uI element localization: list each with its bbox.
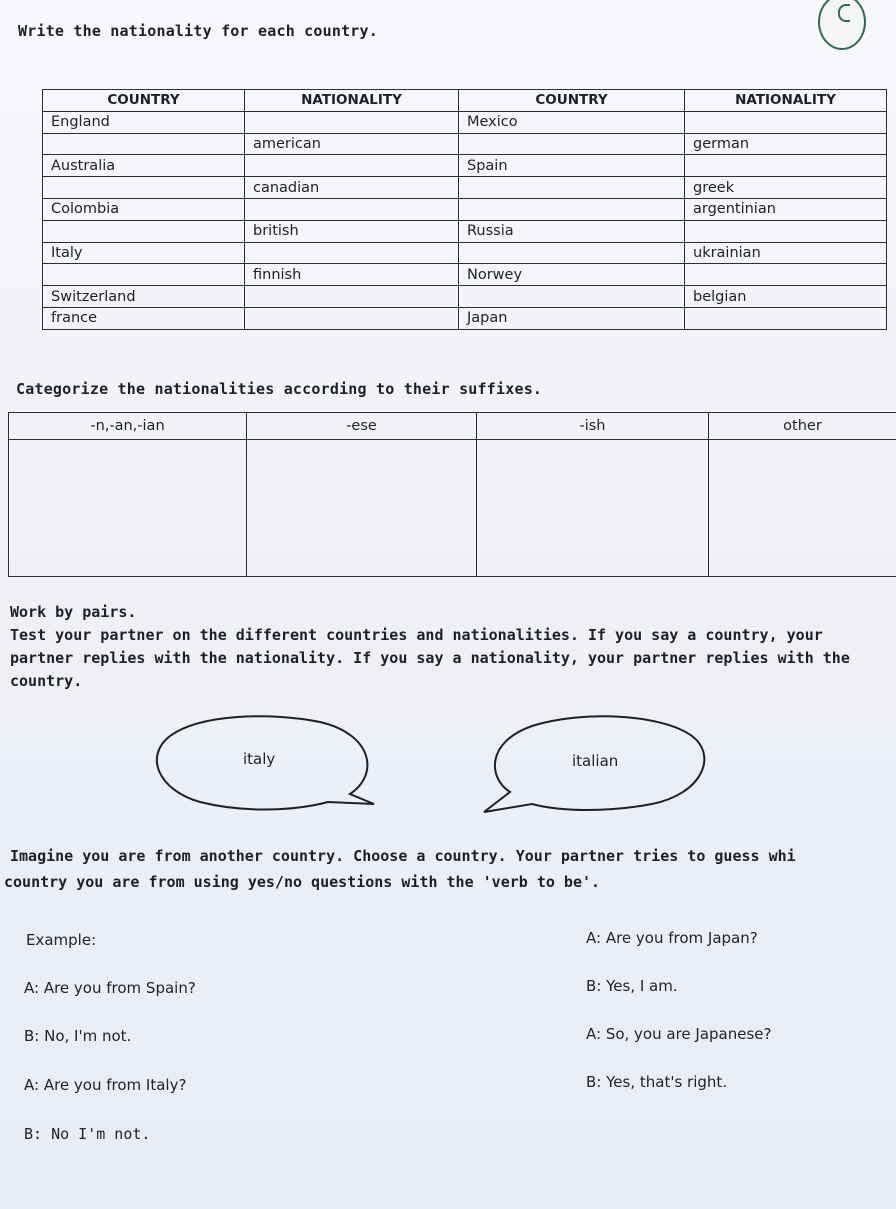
table-cell: Australia: [43, 155, 245, 177]
header-cell: NATIONALITY: [685, 90, 887, 112]
table-header-row: [9, 413, 896, 440]
table-cell: [459, 177, 685, 199]
table-cell: Colombia: [43, 198, 245, 220]
table-cell: [459, 286, 685, 308]
table-cell: [685, 264, 887, 286]
table-row: [43, 264, 887, 286]
table-cell: [685, 111, 887, 133]
table-row: [43, 286, 887, 308]
table-cell: England: [43, 111, 245, 133]
header-cell: -n,-an,-ian: [9, 413, 247, 440]
table-cell: [43, 177, 245, 199]
example-right-line: A: So, you are Japanese?: [586, 1025, 772, 1043]
header-cell: -ese: [247, 413, 477, 440]
table-cell: american: [245, 133, 459, 155]
table-row: [43, 220, 887, 242]
example-right-line: A: Are you from Japan?: [586, 929, 758, 947]
table-cell: Switzerland: [43, 286, 245, 308]
answer-cell[interactable]: [247, 440, 477, 577]
table-cell: canadian: [245, 177, 459, 199]
table-row: [43, 177, 887, 199]
table-cell: [245, 286, 459, 308]
example-right-line: B: Yes, that's right.: [586, 1073, 728, 1091]
pairs-line: partner replies with the nationality. If you say a nationality, your partner replies with the: [10, 649, 850, 667]
answer-cell[interactable]: [709, 440, 896, 577]
table-cell: [245, 155, 459, 177]
header-cell: other: [709, 413, 896, 440]
example-left-line: A: Are you from Italy?: [24, 1076, 187, 1094]
table-row: [43, 198, 887, 220]
table-cell: greek: [685, 177, 887, 199]
table-header-row: [43, 90, 887, 112]
school-seal-icon: [818, 0, 866, 50]
table-cell: [43, 264, 245, 286]
table-cell: british: [245, 220, 459, 242]
table-cell: [459, 133, 685, 155]
header-cell: COUNTRY: [43, 90, 245, 112]
worksheet-title: Write the nationality for each country.: [18, 22, 378, 40]
table-row: [43, 133, 887, 155]
imagine-line: country you are from using yes/no questions with the 'verb to be'.: [4, 873, 601, 891]
answer-cell[interactable]: [477, 440, 709, 577]
table-row: [43, 242, 887, 264]
bubble-right-text: italian: [572, 752, 619, 770]
table-row: [43, 307, 887, 329]
table-cell: [245, 198, 459, 220]
table-row: [43, 111, 887, 133]
table-cell: [43, 220, 245, 242]
table-cell: [459, 198, 685, 220]
table-cell: [43, 133, 245, 155]
suffix-table: [8, 412, 896, 577]
table-row: [9, 440, 896, 577]
table-cell: Spain: [459, 155, 685, 177]
bubble-left-text: italy: [243, 750, 276, 768]
table-cell: Japan: [459, 307, 685, 329]
header-cell: -ish: [477, 413, 709, 440]
example-left-handwritten-line: B: No I'm not.: [24, 1125, 151, 1143]
table-cell: argentinian: [685, 198, 887, 220]
table-cell: france: [43, 307, 245, 329]
table-cell: [245, 111, 459, 133]
example-left-line: A: Are you from Spain?: [24, 979, 196, 997]
table-cell: [685, 307, 887, 329]
example-left-line: B: No, I'm not.: [24, 1027, 132, 1045]
table-cell: Norwey: [459, 264, 685, 286]
table-cell: Mexico: [459, 111, 685, 133]
table-cell: Italy: [43, 242, 245, 264]
header-cell: COUNTRY: [459, 90, 685, 112]
table-cell: [459, 242, 685, 264]
imagine-line: Imagine you are from another country. Choose a country. Your partner tries to guess whi: [10, 847, 796, 865]
table-cell: finnish: [245, 264, 459, 286]
table-cell: german: [685, 133, 887, 155]
example-label: Example:: [26, 931, 97, 949]
country-nationality-table: [42, 89, 887, 330]
table-cell: [685, 155, 887, 177]
example-right-line: B: Yes, I am.: [586, 977, 678, 995]
table-row: [43, 155, 887, 177]
table-cell: [245, 307, 459, 329]
answer-cell[interactable]: [9, 440, 247, 577]
pairs-line: Test your partner on the different countries and nationalities. If you say a country, your: [10, 626, 823, 644]
table-cell: [245, 242, 459, 264]
header-cell: NATIONALITY: [245, 90, 459, 112]
pairs-line: country.: [10, 672, 83, 690]
table-cell: belgian: [685, 286, 887, 308]
table-cell: ukrainian: [685, 242, 887, 264]
pairs-title: Work by pairs.: [10, 603, 137, 621]
table-cell: [685, 220, 887, 242]
categorize-instruction: Categorize the nationalities according to their suffixes.: [16, 380, 543, 398]
table-cell: Russia: [459, 220, 685, 242]
